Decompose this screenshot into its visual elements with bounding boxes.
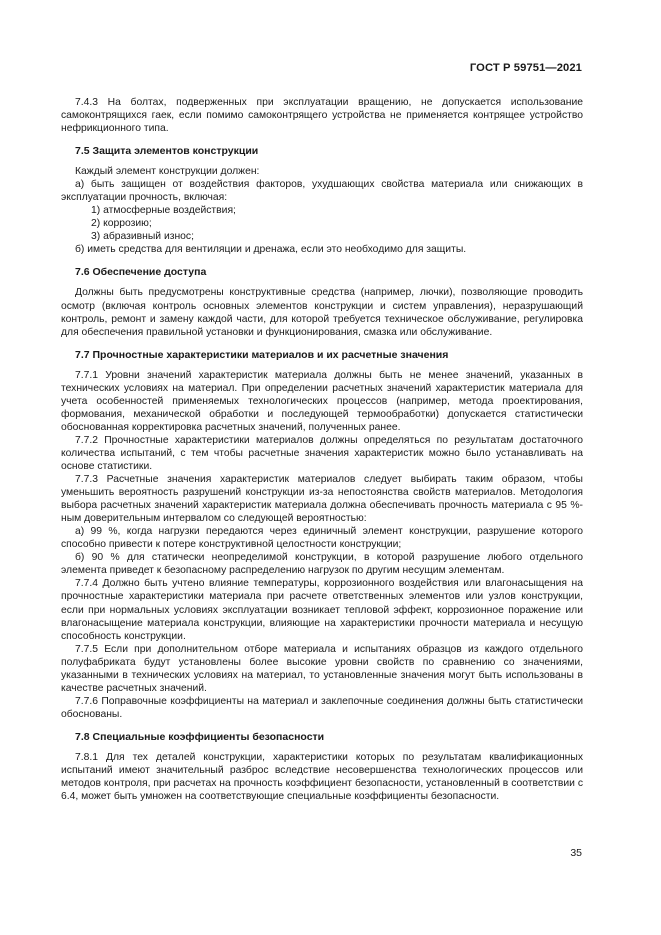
- list-item: б) иметь средства для вентиляции и дренажа, если это необходимо для защиты.: [75, 244, 467, 256]
- paragraph-7-7-3: 7.7.3 Расчетные значения характеристик материалов следует выбирать таким образом, чтобы уменьшить вероятность разрушений конструкции из-за непостоянства свойств материалов. Методология выбора расчетных значений характеристик материала должна обеспечивать прочность материала с 95 %-ным доверительным интервалом со следующей вероятностью:: [61, 474, 583, 525]
- list-item: б) 90 % для статически неопределимой конструкции, в которой разрушение любого отдельного элемента приведет к безопасному распределению нагрузок по другим несущим элементам.: [61, 552, 583, 577]
- list-subitem: 1) атмосферные воздействия;: [91, 205, 236, 217]
- paragraph: Должны быть предусмотрены конструктивные средства (например, лючки), позволяющие проводить осмотр (включая контроль основных элементов конструкции и систем управления), неразрушающий контроль, ремонт и замену каждой части, для которой требуется техническое обслуживание, регулировка для обеспечения правильной установки и функционирования, смазка или обслуживание.: [61, 287, 583, 338]
- paragraph-7-7-2: 7.7.2 Прочностные характеристики материалов должны определяться по результатам достаточного количества испытаний, с тем чтобы расчетные значения характеристик можно было устанавливать на основе статистики.: [61, 434, 583, 472]
- document-body: [61, 96, 583, 803]
- list-subitem: 3) абразивный износ;: [91, 231, 194, 243]
- list-item: а) 99 %, когда нагрузки передаются через единичный элемент конструкции, разрушение которого способно привести к потере конструктивной целостности конструкции;: [61, 526, 583, 551]
- section-heading-7-5: 7.5 Защита элементов конструкции: [75, 145, 259, 158]
- paragraph-7-7-1: 7.7.1 Уровни значений характеристик материала должны быть не менее значений, указанных в технических условиях на материал. При определении расчетных значений характеристик материала для учета особенностей применяемых технологических процессов (например, метода проектирования, формования, механической обработки и последующей термообработки) допускается статистически обоснованная корректировка расчетных значений, полученных ранее.: [61, 369, 583, 433]
- paragraph-7-7-4: 7.7.4 Должно быть учтено влияние температуры, коррозионного воздействия или влагонасыщения на прочностные характеристики материала при расчете ответственных элементов или узлов конструкции, если при нормальных условиях эксплуатации возникает тепловой эффект, коррозионное поражение или влагонасыщение материала конструкции, влияющие на характеристики прочности материала и несущую способность конструкции.: [61, 578, 583, 642]
- paragraph: Каждый элемент конструкции должен:: [75, 166, 260, 178]
- paragraph-7-8-1: 7.8.1 Для тех деталей конструкции, характеристики которых по результатам квалификационных испытаний имеют значительный разброс вследствие несовершенства технологических процессов или методов контроля, при расчетах на прочность коэффициент безопасности, установленный в соответствии с 6.4, может быть умножен на соответствующие специальные коэффициенты безопасности.: [61, 751, 583, 803]
- page-number: 35: [570, 847, 582, 859]
- section-heading-7-6: 7.6 Обеспечение доступа: [75, 266, 207, 279]
- list-item: а) быть защищен от воздействия факторов, ухудшающих свойства материала или снижающих в эксплуатации прочность, включая:: [61, 179, 583, 204]
- section-heading-7-8: 7.8 Специальные коэффициенты безопасности: [75, 730, 325, 743]
- paragraph-7-7-5: 7.7.5 Если при дополнительном отборе материала и испытаниях образцов из каждого отдельного полуфабриката будут установлены более высокие уровни свойств по сравнению со значениями, указанными в технических условиях на материал, то установленные значения могут быть использованы в качестве расчетных значений.: [61, 643, 583, 694]
- paragraph-7-4-3: 7.4.3 На болтах, подверженных при эксплуатации вращению, не допускается использование самоконтрящихся гаек, если помимо самоконтрящего устройства не применяется контрящее устройство нефрикционного типа.: [61, 97, 583, 135]
- section-heading-7-7: 7.7 Прочностные характеристики материалов и их расчетные значения: [75, 348, 449, 361]
- list-subitem: 2) коррозию;: [91, 218, 152, 230]
- paragraph-7-7-6: 7.7.6 Поправочные коэффициенты на материал и заклепочные соединения должны быть статистически обоснованы.: [61, 695, 583, 720]
- document-id-header: ГОСТ Р 59751—2021: [469, 62, 582, 74]
